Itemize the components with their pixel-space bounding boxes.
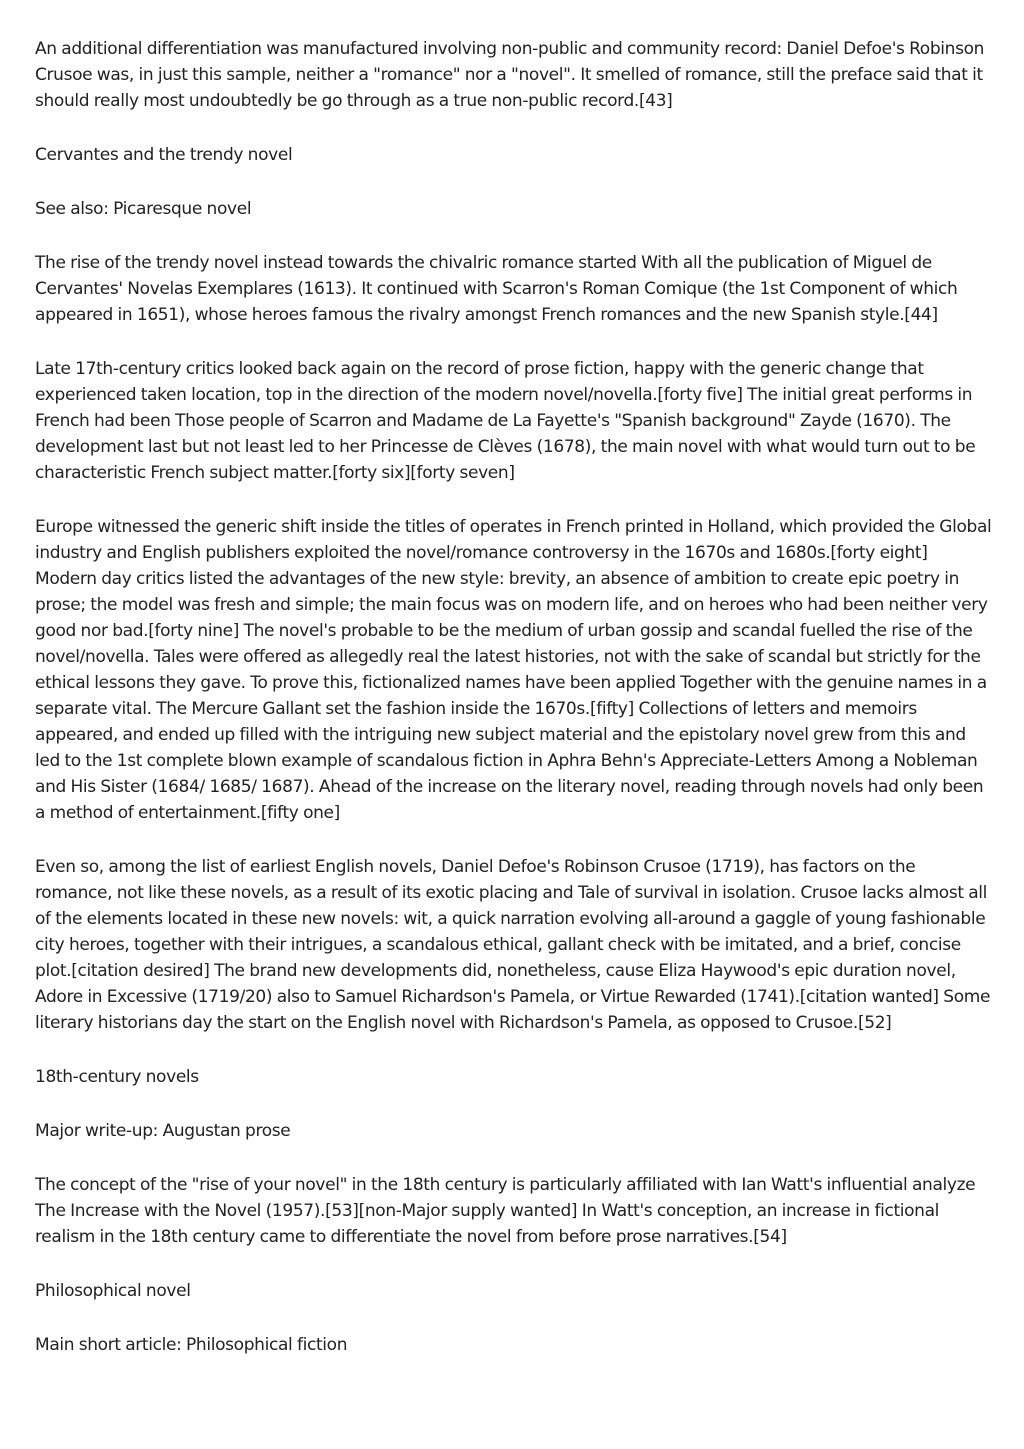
- paragraph-europe-generic-shift: Europe witnessed the generic shift inside the titles of operates in French printed in Holland, which provided the Global industry and English publishers exploited the novel/romance controversy in the 1670s and 1680s.[forty eight] Modern day critics listed the advantages of the new style: brevity, an absence of ambition to create epic poetry in prose; the model was fresh and simple; the main focus was on modern life, and on heroes who had been neither very good nor bad.[forty nine] The novel's probable to be the medium of urban gossip and scandal fuelled the rise of the novel/novella. Tales were offered as allegedly real the latest histories, not with the sake of scandal but strictly for the ethical lessons they gave. To prove this, fictionalized names have been applied Together with the genuine names in a separate vital. The Mercure Gallant set the fashion inside the 1670s.[fifty] Collections of letters and memoirs appeared, and ended up filled with the intriguing new subject material and the epistolary novel grew from this and led to the 1st complete blown example of scandalous fiction in Aphra Behn's Appreciate-Letters Among a Nobleman and His Sister (1684/ 1685/ 1687). Ahead of the increase on the literary novel, reading through novels had only been a method of entertainment.[fifty one]: [35, 517, 992, 823]
- main-article-augustan-prose: Major write-up: Augustan prose: [35, 1121, 291, 1141]
- paragraph-defoe-intro: An additional differentiation was manufactured involving non-public and community record: Daniel Defoe's Robinson Crusoe was, in just this sample, neither a "romance" nor a "novel". It smelled of romance, still the preface said that it should really most undoubtedly be go through as a true non-public record.[43]: [35, 39, 985, 111]
- see-also-picaresque: See also: Picaresque novel: [35, 199, 252, 219]
- document-page: [35, 36, 993, 1386]
- paragraph-rise-of-novel: The rise of the trendy novel instead towards the chivalric romance started With all the publication of Miguel de Cervantes' Novelas Exemplares (1613). It continued with Scarron's Roman Comique (the 1st Component of which appeared in 1651), whose heroes famous the rivalry amongst French romances and the new Spanish style.[44]: [35, 253, 958, 325]
- paragraph-robinson-crusoe: Even so, among the list of earliest English novels, Daniel Defoe's Robinson Crusoe (1719), has factors on the romance, not like these novels, as a result of its exotic placing and Tale of survival in isolation. Crusoe lacks almost all of the elements located in these new novels: wit, a quick narration evolving all-around a gaggle of young fashionable city heroes, together with their intrigues, a scandalous ethical, gallant check with be imitated, and a brief, concise plot.[citation desired] The brand new developments did, nonetheless, cause Eliza Haywood's epic duration novel, Adore in Excessive (1719/20) also to Samuel Richardson's Pamela, or Virtue Rewarded (1741).[citation wanted] Some literary historians day the start on the English novel with Richardson's Pamela, as opposed to Crusoe.[52]: [35, 857, 991, 1033]
- heading-18th-century-novels: 18th-century novels: [35, 1067, 199, 1087]
- heading-philosophical-novel: Philosophical novel: [35, 1281, 191, 1301]
- main-article-philosophical-fiction: Main short article: Philosophical fiction: [35, 1335, 348, 1355]
- paragraph-17th-century-critics: Late 17th-century critics looked back again on the record of prose fiction, happy with the generic change that experienced taken location, top in the direction of the modern novel/novella.[forty five] The initial great performs in French had been Those people of Scarron and Madame de La Fayette's "Spanish background" Zayde (1670). The development last but not least led to her Princesse de Clèves (1678), the main novel with what would turn out to be characteristic French subject matter.[forty six][forty seven]: [35, 359, 976, 483]
- heading-cervantes: Cervantes and the trendy novel: [35, 145, 293, 165]
- paragraph-rise-concept: The concept of the "rise of your novel" in the 18th century is particularly affiliated with Ian Watt's influential analyze The Increase with the Novel (1957).[53][non-Major supply wanted] In Watt's conception, an increase in fictional realism in the 18th century came to differentiate the novel from before prose narratives.[54]: [35, 1175, 976, 1247]
